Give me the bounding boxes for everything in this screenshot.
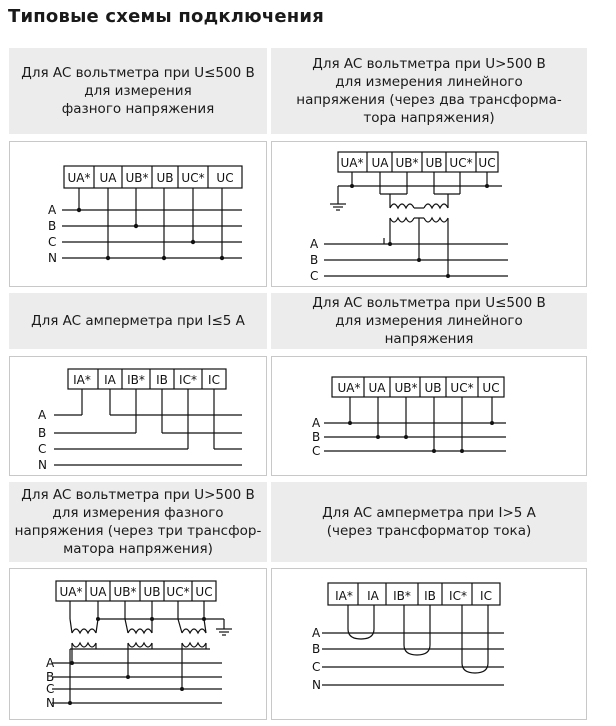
terminal-label: UC* — [166, 585, 190, 599]
wiring-diagram — [10, 569, 268, 721]
terminal-label: UC — [195, 585, 213, 599]
diagram-scheme-1 — [9, 141, 267, 287]
terminal-label: UC* — [449, 156, 473, 170]
caption-line: напряжения (через три трансфор- — [14, 523, 262, 539]
terminal-label: IC* — [449, 589, 467, 603]
caption-line: Для AC вольтметра при U≤500 В — [21, 65, 255, 81]
page-title: Типовые схемы подключения — [8, 6, 324, 27]
phase-label: N — [48, 251, 57, 265]
phase-label: C — [310, 269, 319, 283]
terminal-label: IC — [480, 589, 492, 603]
phase-label: C — [48, 235, 57, 249]
terminal-label: UA — [368, 381, 386, 395]
terminal-label: UC* — [181, 171, 205, 185]
phase-label: C — [38, 442, 47, 456]
terminal-label: UA* — [337, 381, 361, 395]
terminal-label: UA* — [59, 585, 83, 599]
terminal-label: IB — [156, 373, 168, 387]
terminal-label: IB* — [127, 373, 145, 387]
phase-label: N — [46, 696, 55, 710]
terminal-label: UA — [371, 156, 389, 170]
terminal-label: IB — [424, 589, 436, 603]
terminal-label: UB — [425, 156, 443, 170]
wiring-diagram — [10, 357, 268, 477]
caption-line: тора напряжения) — [363, 110, 495, 126]
phase-label: A — [312, 416, 321, 430]
caption-scheme-1 — [9, 48, 267, 134]
phase-label: N — [38, 458, 47, 472]
terminal-label: IB* — [393, 589, 411, 603]
terminal-label: UB — [156, 171, 174, 185]
terminal-label: UA* — [340, 156, 364, 170]
terminal-label: IC — [208, 373, 220, 387]
wiring-diagram — [10, 142, 268, 288]
caption-line: Для AC вольтметра при U>500 В — [312, 56, 546, 72]
diagram-scheme-6 — [271, 568, 587, 720]
phase-label: A — [312, 626, 321, 640]
caption-line: для измерения линейного — [335, 313, 523, 329]
terminal-label: UB* — [125, 171, 149, 185]
terminal-label: UC* — [450, 381, 474, 395]
diagram-scheme-2 — [271, 141, 587, 287]
phase-label: B — [46, 670, 55, 684]
wiring-diagram — [272, 357, 588, 477]
terminal-label: UB* — [113, 585, 137, 599]
phase-label: B — [312, 642, 321, 656]
caption-scheme-5 — [9, 482, 267, 562]
diagram-scheme-5 — [9, 568, 267, 720]
phase-label: C — [312, 444, 321, 458]
phase-label: A — [48, 203, 57, 217]
caption-scheme-2 — [271, 48, 587, 134]
caption-line: Для AC амперметра при I≤5 А — [31, 313, 245, 329]
wiring-diagram — [272, 569, 588, 721]
terminal-label: IC* — [179, 373, 197, 387]
caption-line: напряжения — [384, 331, 474, 347]
caption-line: для измерения — [84, 83, 192, 99]
terminal-label: UC — [216, 171, 234, 185]
phase-label: A — [38, 408, 47, 422]
phase-label: N — [312, 678, 321, 692]
caption-line: для измерения линейного — [335, 74, 523, 90]
terminal-label: UB — [424, 381, 442, 395]
caption-line: матора напряжения) — [63, 541, 213, 557]
terminal-label: IA — [367, 589, 379, 603]
terminal-label: IA — [104, 373, 116, 387]
wiring-diagram — [272, 142, 588, 288]
caption-scheme-3 — [9, 293, 267, 349]
phase-label: B — [312, 430, 321, 444]
phase-label: B — [310, 253, 319, 267]
caption-line: для измерения фазного — [52, 505, 224, 521]
phase-label: A — [46, 656, 55, 670]
caption-line: напряжения (через два трансформа- — [296, 92, 562, 108]
phase-label: B — [48, 219, 57, 233]
diagram-scheme-3 — [9, 356, 267, 476]
terminal-label: UA* — [67, 171, 91, 185]
terminal-label: UC — [478, 156, 496, 170]
caption-line: Для AC амперметра при I>5 А — [322, 505, 536, 521]
caption-scheme-4 — [271, 293, 587, 349]
phase-label: C — [46, 682, 55, 696]
caption-line: Для AC вольтметра при U>500 В — [21, 487, 255, 503]
caption-scheme-6 — [271, 482, 587, 562]
terminal-label: IA* — [73, 373, 91, 387]
phase-label: B — [38, 426, 47, 440]
caption-line: (через трансформатор тока) — [326, 523, 532, 539]
terminal-label: UB — [143, 585, 161, 599]
phase-label: A — [310, 237, 319, 251]
terminal-label: UB* — [394, 381, 418, 395]
terminal-label: IA* — [335, 589, 353, 603]
terminal-label: UA — [89, 585, 107, 599]
caption-line: Для AC вольтметра при U≤500 В — [312, 295, 546, 311]
terminal-label: UC — [482, 381, 500, 395]
diagram-scheme-4 — [271, 356, 587, 476]
caption-line: фазного напряжения — [61, 101, 215, 117]
terminal-label: UA — [99, 171, 117, 185]
phase-label: C — [312, 660, 321, 674]
terminal-label: UB* — [395, 156, 419, 170]
